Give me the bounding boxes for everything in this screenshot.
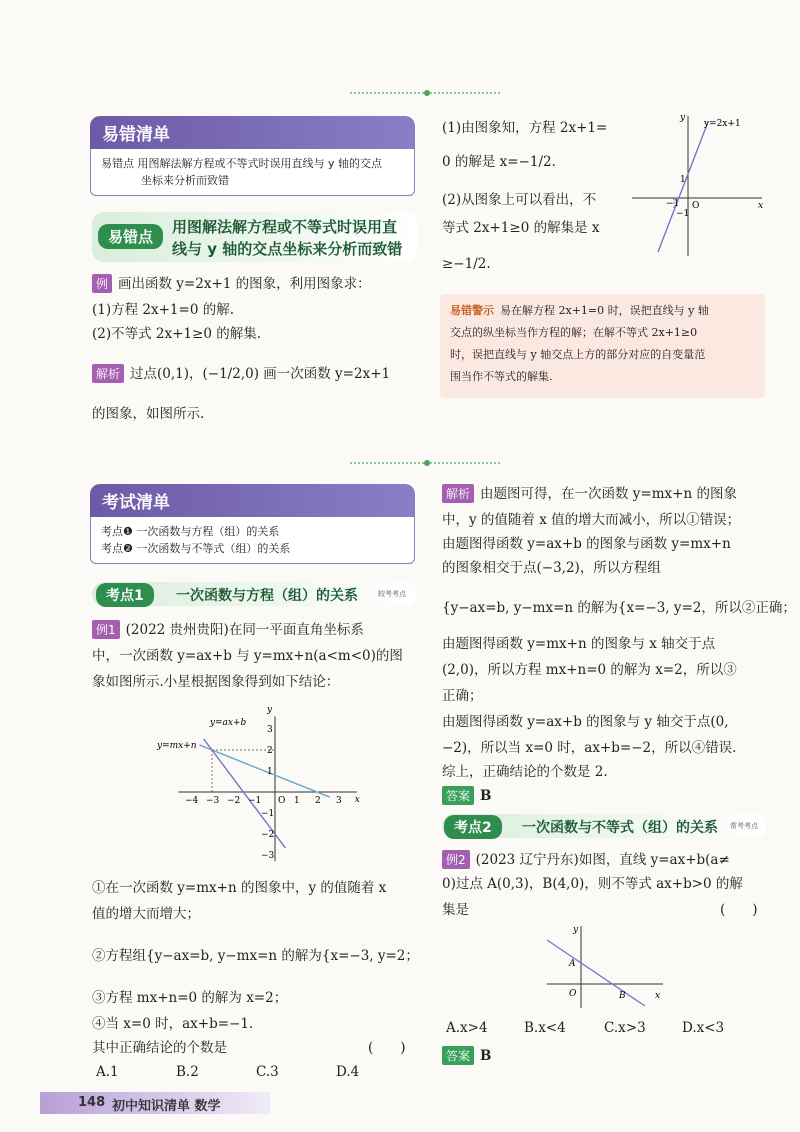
graph2-tick-y: −2 [261,830,275,840]
c1-line1: ①在一次函数 y=mx+n 的图象中，y 的值随着 x [92,880,387,896]
ex2-line2: 0)过点 A(0,3)，B(4,0)，则不等式 ax+b>0 的解 [442,876,743,892]
ans1-value: B [480,788,492,804]
ex1-line2: 中，一次函数 y=ax+b 与 y=mx+n(a<m<0)的图 [92,648,403,664]
c1-line2: 值的增大而增大； [92,906,200,922]
warning-line4: 围当作不等式的解集. [450,370,553,383]
graph2-tick-y: −3 [261,851,275,861]
r-tag: 解析 [442,484,474,503]
graph2-label-mx-n: y=mx+n [157,740,197,751]
graph2-tick-x: −1 [248,796,262,806]
ex2-option-c: C.x>3 [604,1020,646,1036]
ans2-line [442,1046,491,1065]
ex2-option-a: A.x>4 [446,1020,488,1036]
top-divider-dot [424,90,430,96]
k1-heading [92,582,417,606]
graph1-label: y=2x+1 [704,119,741,129]
example-text1: 画出函数 y=2x+1 的图象，利用图象求： [118,276,371,292]
ex2-line3: 集是 [442,902,469,918]
k2-pill: 考点2 [444,815,502,839]
analysis-line1 [92,362,390,383]
k2-title: 一次函数与不等式（组）的关系 [522,820,718,836]
graph2-tick-x: 2 [315,796,321,806]
r-line7: (2,0)，所以方程 mx+n=0 的解为 x=2，所以③ [442,662,737,678]
ex2-line1 [442,848,730,869]
graph2-tick-x: −4 [185,796,199,806]
graph2-tick-x: O [278,796,286,806]
graph2-y-label: y [267,705,273,716]
r-line10: −2)，所以当 x=0 时，ax+b=−2，所以④错误. [442,740,737,756]
warning-text1: 易在解方程 2x+1=0 时，误把直线与 y 轴 [500,304,709,317]
graph-ax-plus-b [545,920,675,1010]
r-line4: 的图象相交于点(−3,2)，所以方程组 [442,560,661,576]
c3-line: ③方程 mx+n=0 的解为 x=2； [92,990,288,1006]
ex2-option-b: B.x<4 [524,1020,566,1036]
graph3-origin: O [569,989,577,999]
graph2-tick-y: 1 [267,767,273,777]
graph3-x-label: x [655,991,661,1001]
right-line5: ≥−1/2. [442,256,491,272]
k2-badge: 常考考点 [730,822,758,830]
graph2-tick-y: −1 [261,809,275,819]
graph1-origin: O [692,201,700,211]
r-line6: 由题图得函数 y=mx+n 的图象与 x 轴交于点 [442,636,716,652]
graph1-one: 1 [680,175,686,185]
graph1-y-label: y [680,113,686,123]
graph2-tick-x: −2 [227,796,241,806]
mistake-pill: 易错点 [98,224,163,249]
option-a: A.1 [96,1064,119,1080]
question-paren: ( ) [368,1040,406,1056]
graph2-tick-y: 3 [267,725,273,735]
ans2-tag: 答案 [442,1046,474,1065]
ans1-tag: 答案 [442,786,474,805]
r-line5: {y−ax=b, y−mx=n 的解为{x=−3, y=2，所以②正确； [442,600,796,616]
ans1-line [442,786,491,805]
mistake-title-line1: 用图解法解方程或不等式时误用直 [172,218,398,236]
analysis-text1: 过点(0,1)，(−1/2,0) 画一次函数 y=2x+1 [130,366,391,382]
example-line1 [92,272,371,293]
exam-banner [90,484,415,564]
option-c: C.3 [256,1064,279,1080]
c2-line: ②方程组{y−ax=b, y−mx=n 的解为{x=−3, y=2； [92,948,419,964]
r-line3: 由题图得函数 y=ax+b 的图象与函数 y=mx+n [442,536,731,552]
graph1-minus1-y: −1 [676,209,690,219]
graph2-tick-x: 1 [294,796,300,806]
ex1-tag: 例1 [92,620,120,639]
ex2-text1: (2023 辽宁丹东)如图，直线 y=ax+b(a≠ [475,852,730,868]
warning-line3: 时，误把直线与 y 轴交点上方的部分对应的自变量范 [450,348,706,361]
analysis-line2: 的图象，如图所示. [92,406,205,422]
exam-banner-line1: 考点❶ 一次函数与方程（组）的关系 [101,525,280,538]
graph2-tick-y: 2 [267,746,273,756]
right-line1: (1)由图象知，方程 2x+1= [442,120,608,136]
analysis-tag: 解析 [92,364,124,383]
top-banner-title: 易错清单 [90,116,415,149]
graph-y-2x-plus-1 [630,110,770,260]
example-line3: (2)不等式 2x+1≥0 的解集. [92,326,262,342]
graph3-line [547,940,645,1006]
example-tag: 例 [92,274,112,293]
warning-box [440,294,765,398]
warning-title: 易错警示 [450,304,494,317]
right-line4: 等式 2x+1≥0 的解集是 x [442,220,600,236]
r-line2: 中，y 的值随着 x 值的增大而减小，所以①错误； [442,512,741,528]
ex1-line3: 象如图所示.小星根据图象得到如下结论： [92,674,340,690]
r-line9: 由题图得函数 y=ax+b 的图象与 y 轴交于点(0, [442,714,729,730]
right-line2: 0 的解是 x=−1/2. [442,154,556,170]
ex2-paren: ( ) [720,902,758,918]
exam-banner-line2: 考点❷ 一次函数与不等式（组）的关系 [101,542,291,555]
warning-line2: 交点的纵坐标当作方程的解；在解不等式 2x+1≥0 [450,326,698,339]
r-text1: 由题图可得，在一次函数 y=mx+n 的图象 [480,486,737,502]
right-line3: (2)从图象上可以看出，不 [442,192,597,208]
graph3-point-a: A [569,959,576,969]
k1-pill: 考点1 [96,583,154,607]
top-banner-body [90,149,415,196]
graph3-y-label: y [573,925,579,935]
mistake-heading [92,212,417,262]
exam-banner-body [90,517,415,564]
ex2-tag: 例2 [442,850,470,869]
option-d: D.4 [336,1064,360,1080]
graph2-tick-x: 3 [336,796,342,806]
r-line11: 综上，正确结论的个数是 2. [442,764,608,780]
exam-banner-title: 考试清单 [90,484,415,517]
ex1-text1: (2022 贵州贵阳)在同一平面直角坐标系 [125,622,364,638]
top-banner-line2: 坐标来分析而致错 [141,174,229,187]
graph2-x-label: x [354,795,360,805]
graph2-label-ax-b: y=ax+b [209,717,247,728]
graph3-point-b: B [619,991,626,1001]
ex2-option-d: D.x<3 [682,1020,725,1036]
page-number: 148 [78,1095,106,1110]
warning-line1 [450,300,755,322]
mistake-title-line2: 线与 y 轴的交点坐标来分析而致错 [172,240,403,258]
option-b: B.2 [176,1064,199,1080]
k1-title: 一次函数与方程（组）的关系 [176,588,358,604]
middle-divider-dot [424,460,430,466]
c4-line: ④当 x=0 时，ax+b=−1. [92,1016,254,1032]
graph1-x-label: x [758,201,764,211]
k1-badge: 较考考点 [378,590,406,598]
book-title: 初中知识清单 数学 [112,1099,221,1114]
r-line8: 正确； [442,688,483,704]
question-line: 其中正确结论的个数是 [92,1040,227,1056]
top-banner [90,116,415,196]
graph1-line [658,122,708,252]
graph2-line-mx-n [199,745,329,797]
k2-heading [442,814,767,838]
ex1-line1 [92,618,364,639]
r-line1 [442,482,737,503]
top-banner-line1: 易错点 用图解法解方程或不等式时误用直线与 y 轴的交点 [101,157,382,170]
graph1-minus1-x: −1 [666,199,680,209]
graph2-tick-x: −3 [206,796,220,806]
ans2-value: B [480,1048,492,1064]
example-line2: (1)方程 2x+1=0 的解. [92,302,235,318]
graph-two-lines [155,700,370,861]
